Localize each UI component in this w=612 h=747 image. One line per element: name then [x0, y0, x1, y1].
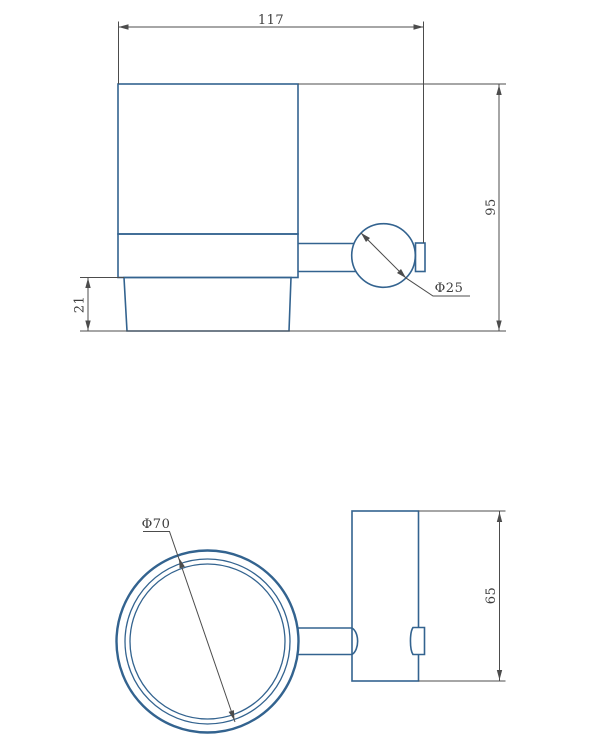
arrow-down-icon	[496, 321, 501, 331]
arrow-up-icon	[497, 512, 502, 522]
dim-label-glass-base-height: 21	[72, 295, 88, 314]
arrow-left-icon	[119, 24, 129, 29]
front-view-dimensions	[73, 13, 507, 331]
arrow-up-icon	[496, 85, 501, 95]
plan-view	[117, 511, 425, 733]
wall-plate-plan	[352, 511, 419, 681]
dim-label-ring-diameter: Φ70	[141, 517, 171, 532]
holder-ring-band	[118, 234, 298, 278]
dim-label-overall-height: 95	[484, 198, 499, 216]
set-screw-boss	[410, 628, 424, 655]
plan-view-dimensions	[142, 511, 506, 722]
arrow-up-icon	[85, 278, 90, 288]
arrow-right-icon	[414, 24, 424, 29]
glass-cup-body	[118, 84, 298, 234]
front-view	[118, 84, 425, 331]
dim-label-plate-height: 65	[484, 586, 499, 605]
dim-label-ball-diameter: Φ25	[434, 281, 464, 296]
glass-cup-base	[124, 278, 291, 332]
arrow-down-icon	[85, 321, 90, 331]
arrow-up-left-icon	[179, 558, 185, 568]
mount-arm-rounded-end	[352, 628, 358, 655]
wall-plate-edge	[416, 243, 426, 272]
dim-label-overall-width: 117	[257, 13, 285, 28]
arrow-down-icon	[497, 670, 502, 680]
